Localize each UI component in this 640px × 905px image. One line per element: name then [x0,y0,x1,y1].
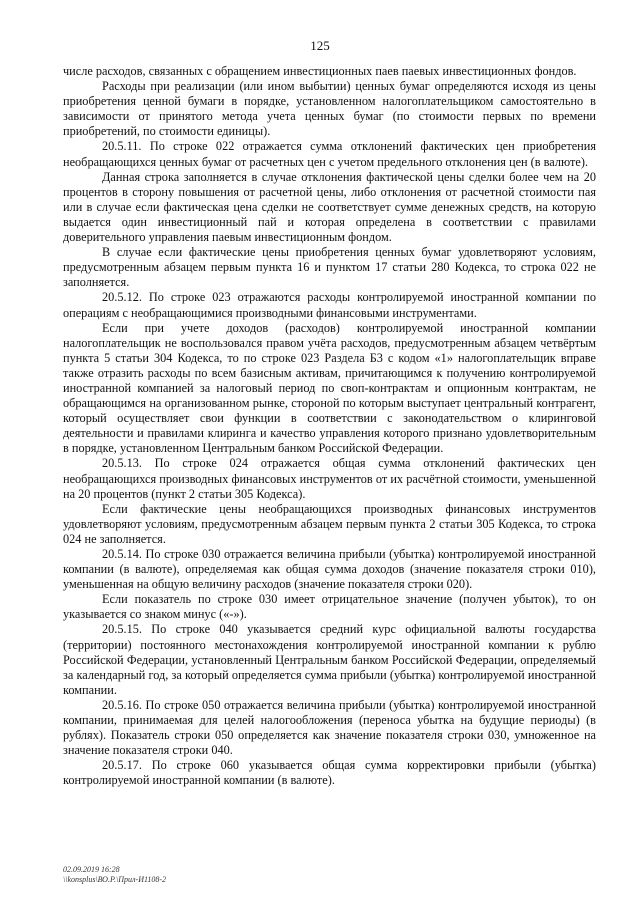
paragraph: 20.5.12. По строке 023 отражаются расходы контролируемой иностранной компании по операциям с необращающимися производными финансовыми инструментами. [63,290,596,320]
page-number: 125 [310,38,330,53]
paragraph: 20.5.16. По строке 050 отражается величина прибыли (убытка) контролируемой иностранной компании, принимаемая для целей налогообложения (переноса убытка на будущие периоды) (в рублях). Показатель строки 050 определяется как значение показателя строки 030, умноженное на значение показателя строки 040. [63,697,596,758]
paragraph: Если показатель по строке 030 имеет отрицательное значение (получен убыток), то он указывается со знаком минус («-»). [63,592,596,622]
paragraph: 20.5.17. По строке 060 указывается общая сумма корректировки прибыли (убытка) контролируемой иностранной компании (в валюте). [63,758,596,788]
paragraph: 20.5.11. По строке 022 отражается сумма отклонений фактических цен приобретения необращающихся ценных бумаг от расчетных цен с учетом предельного отклонения цен (в валюте). [63,139,596,169]
footer-stamp [63,865,166,885]
footer-file-path: \\konsplus\ВО.Р.\Прил-И1108-2 [63,875,167,884]
paragraph: Данная строка заполняется в случае отклонения фактической цены сделки более чем на 20 процентов в сторону повышения от расчетной цены, либо отклонения от расчетной стоимости пая или в случае если фактическая цена сделки не соответствует сумме денежных средств, на которую выдается один инвестиционный пай и которая определена в соответствии с правилами доверительного управления паевым инвестиционным фондом. [63,169,596,245]
paragraph: В случае если фактические цены приобретения ценных бумаг удовлетворяют условиям, предусмотренным абзацем первым пункта 16 и пунктом 17 статьи 280 Кодекса, то строка 022 не заполняется. [63,245,596,290]
paragraph: 20.5.14. По строке 030 отражается величина прибыли (убытка) контролируемой иностранной компании (в валюте), определяемая как общая сумма доходов (значение показателя строки 010), уменьшенная на общую величину расходов (значение показателя строки 020). [63,547,596,592]
paragraph: 20.5.15. По строке 040 указывается средний курс официальной валюты государства (территории) постоянного местонахождения контролируемой иностранной компании к рублю Российской Федерации, установленный Центральным банком Российской Федерации, определяемый за календарный год, за который определяется сумма прибыли (убытка) контролируемой иностранной компании. [63,622,596,697]
paragraph: Расходы при реализации (или ином выбытии) ценных бумаг определяются исходя из цены приобретения ценной бумаги в порядке, установленном налогоплательщиком самостоятельно в зависимости от принятого метода учета ценных бумаг (по стоимости первых по времени приобретений, по стоимости единицы). [63,79,596,139]
body-text [63,64,596,789]
paragraph: Если при учете доходов (расходов) контролируемой иностранной компании налогоплательщик не воспользовался правом учёта расходов, предусмотренным абзацем четвёртым пункта 5 статьи 304 Кодекса, то по строке 023 Раздела Б3 с кодом «1» налогоплательщик вправе также отразить расходы по всем базисным активам, причитающимся к получению контролируемой иностранной компанией за налоговый период по своп-контрактам и опционным контрактам, не обращающимся на организованном рынке, стороной по которым выступает центральный контрагент, который осуществляет свои функции в соответствии с законодательством о клиринговой деятельности и правилами клиринга и качество управления которого признано удовлетворительным в порядке, установленном Центральным банком Российской Федерации. [63,320,596,456]
paragraph: 20.5.13. По строке 024 отражается общая сумма отклонений фактических цен необращающихся производных финансовых инструментов от их расчётной стоимости, уменьшенной на 20 процентов (пункт 2 статьи 305 Кодекса). [63,456,596,501]
paragraph: Если фактические цены необращающихся производных финансовых инструментов удовлетворяют условиям, предусмотренным абзацем первым пункта 2 статьи 305 Кодекса, то строка 024 не заполняется. [63,501,596,546]
paragraph: числе расходов, связанных с обращением инвестиционных паев паевых инвестиционных фондов. [63,64,577,78]
footer-timestamp: 02.09.2019 16:28 [63,865,120,874]
